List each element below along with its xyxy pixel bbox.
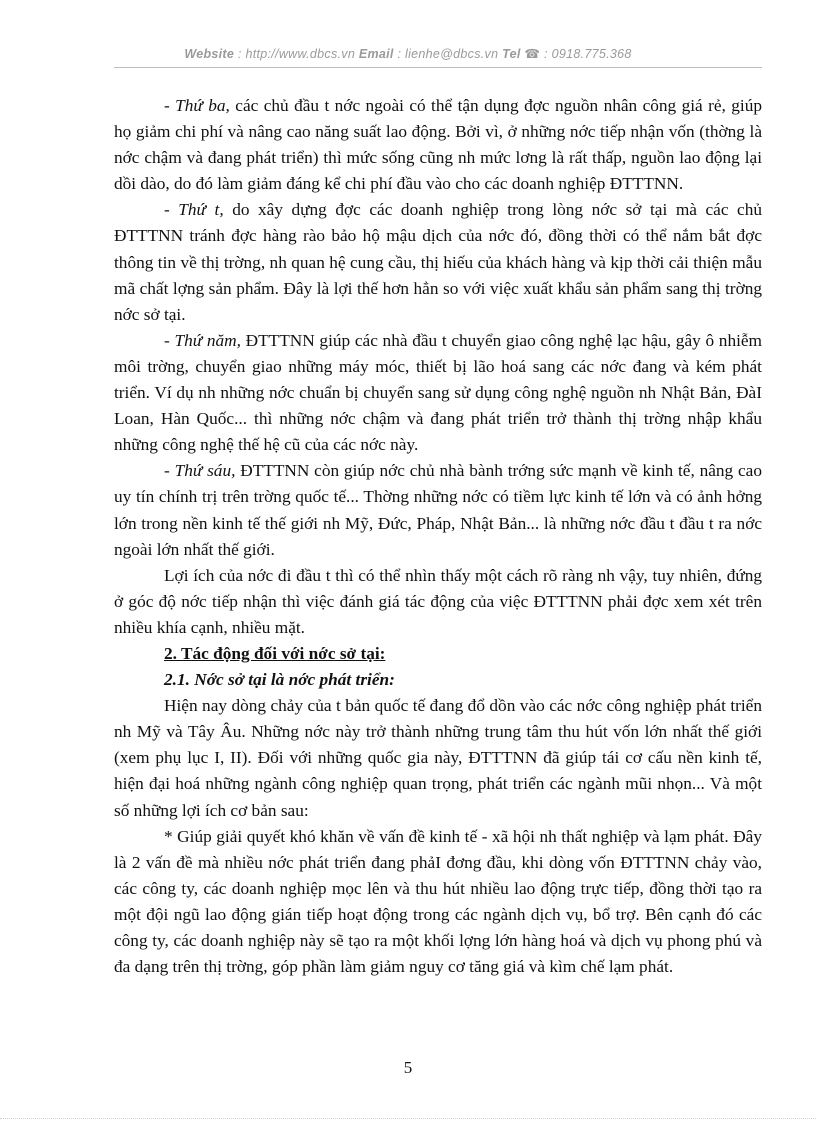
paragraph-lead: - Thứ sáu, [164, 461, 236, 481]
tel-value: ☎ : 0918.775.368 [520, 47, 632, 61]
footer-divider [0, 1118, 816, 1119]
document-body [114, 93, 762, 980]
paragraph-text: ĐTTTNN giúp các nhà đầu t chuyển giao công nghệ lạc hậu, gây ô nhiễm môi trờng, chuyển giao những máy móc, thiết bị lão hoá sang các nớc đang và kém phát triển. Ví dụ nh những nớc chuẩn bị chuyển sang sử dụng công nghệ nguồn nh Nhật Bản, ĐàI Loan, Hàn Quốc... thì những nớc chậm và đang phát triển trở thành thị trờng nhập khẩu những công nghệ thế hệ cũ của các nớc này. [114, 330, 762, 455]
section-heading-text: 2. Tác động đối với nớc sở tại: [164, 643, 386, 663]
email-value: : lienhe@dbcs.vn [393, 47, 503, 61]
section-heading [114, 641, 762, 667]
paragraph-thu-tu [114, 197, 762, 327]
paragraph-text: Lợi ích của nớc đi đầu t thì có thể nhìn thấy một cách rõ ràng nh vậy, tuy nhiên, đứng ở góc độ nớc tiếp nhận thì việc đánh giá tác động của việc ĐTTTNN phải đợc xem xét trên nhiều khía cạnh, nhiều mặt. [114, 565, 762, 637]
paragraph-lead: - Thứ ba, [164, 96, 230, 115]
email-label: Email [358, 47, 394, 61]
tel-label: Tel [502, 47, 521, 61]
paragraph-text: do xây dựng đợc các doanh nghiệp trong lòng nớc sở tại mà các chủ ĐTTTNN tránh đợc hàng rào bảo hộ mậu dịch của nớc đó, đồng thời có thể nắm bắt đợc thông tin về thị trờng, nh quan hệ cung cầu, thị hiếu của khách hàng và kịp thời cải thiện mẫu mã chất lợng sản phẩm. Đây là lợi thế hơn hẳn so với việc xuất khẩu sản phẩm sang thị trờng nớc sở tại. [114, 200, 762, 324]
paragraph-lead: - Thứ t, [164, 200, 224, 220]
page-header [0, 46, 816, 61]
paragraph-hien-nay: Hiện nay dòng chảy của t bản quốc tế đang đổ dồn vào các nớc công nghiệp phát triển nh Mỹ và Tây Âu. Những nớc này trở thành những trung tâm thu hút vốn lớn nhất thế giới (xem phụ lục I, II). Đối với những quốc gia này, ĐTTTNN đã giúp tái cơ cấu nền kinh tế, hiện đại hoá những ngành công nghiệp quan trọng, phát triển các ngành mũi nhọn... Và một số những lợi ích cơ bản sau: [114, 696, 762, 820]
subsection-heading: 2.1. Nớc sở tại là nớc phát triển: [164, 670, 395, 690]
paragraph-text: ĐTTTNN còn giúp nớc chủ nhà bành trớng sức mạnh về kinh tế, nâng cao uy tín chính trị trên trờng quốc tế... Thờng những nớc có tiềm lực kinh tế lớn và có ảnh hởng lớn trong nền kinh tế thế giới nh Mỹ, Đức, Pháp, Nhật Bản... là những nớc đầu t đầu t ra nớc ngoài lớn nhất thế giới. [114, 461, 762, 559]
paragraph-thu-nam [114, 328, 762, 458]
paragraph-text: các chủ đầu t nớc ngoài có thể tận dụng đợc nguồn nhân công giá rẻ, giúp họ giảm chi phí và nâng cao năng suất lao động. Bởi vì, ở những nớc tiếp nhận vốn (thờng là nớc chậm và đang phát triển) thì mức sống cũng nh mức lơng là rất thấp, nguồn lao động lại dồi dào, do đó làm giảm đáng kể chi phí đầu vào cho các doanh nghiệp ĐTTTNN. [114, 96, 762, 194]
paragraph-giup-giai-quyet: * Giúp giải quyết khó khăn về vấn đề kinh tế - xã hội nh thất nghiệp và lạm phát. Đây là 2 vấn đề mà nhiều nớc phát triển đang phảI đơng đầu, khi dòng vốn ĐTTTNN chảy vào, các công ty, các doanh nghiệp mọc lên và thu hút nhiều lao động trực tiếp, đồng thời tạo ra một đội ngũ lao động gián tiếp hoạt động trong các ngành dịch vụ, bổ trợ. Bên cạnh đó các công ty, các doanh nghiệp này sẽ tạo ra một khối lợng lớn hàng hoá và dịch vụ phong phú và đa dạng trên thị trờng, góp phần làm giảm nguy cơ tăng giá và kìm chế lạm phát. [114, 826, 762, 977]
paragraph-loi-ich [114, 563, 762, 641]
paragraph-thu-ba [114, 93, 762, 197]
paragraph-thu-sau [114, 458, 762, 562]
website-label: Website [184, 47, 235, 61]
paragraph-lead: - Thứ năm, [164, 330, 241, 350]
header-divider [114, 67, 762, 68]
website-value: : http://www.dbcs.vn [234, 47, 359, 61]
page-number: 5 [403, 1058, 413, 1077]
